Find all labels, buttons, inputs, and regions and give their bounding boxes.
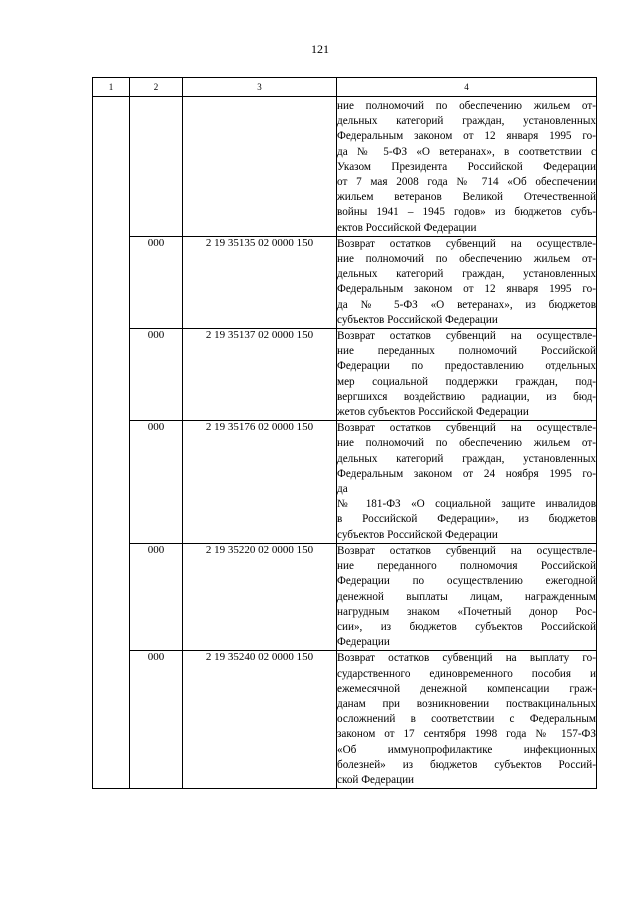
description-line: Федерации по предоставлению отдельных <box>337 360 596 373</box>
description-line: дельных категорий граждан, установленных <box>337 268 596 281</box>
kbk-cell: 2 19 35137 02 0000 150 <box>183 329 337 421</box>
description-cell <box>337 236 597 328</box>
description-line: ние полномочий по обеспечению жильем от- <box>337 437 596 450</box>
page-number: 121 <box>311 42 329 56</box>
column-header-4: 4 <box>337 78 597 97</box>
admin-code-cell: 000 <box>130 329 183 421</box>
description-line: Возврат остатков субвенций на осуществле- <box>337 422 596 435</box>
column-1-cell <box>93 97 130 789</box>
kbk-cell <box>183 97 337 237</box>
description-cell <box>337 543 597 650</box>
table-row <box>93 651 597 789</box>
description-cell <box>337 651 597 789</box>
description-line: в Российской Федерации», из бюджетов <box>337 513 596 526</box>
description-line: жетов субъектов Российской Федерации <box>337 406 529 419</box>
description-line: болезней» из бюджетов субъектов Россий- <box>337 758 596 771</box>
description-line: дельных категорий граждан, установленных <box>337 115 596 128</box>
admin-code-cell: 000 <box>130 651 183 789</box>
description-line: нагрудным знаком «Почетный донор Рос- <box>337 605 596 618</box>
column-header-2: 2 <box>130 78 183 97</box>
description-cell <box>337 329 597 421</box>
description-line: Возврат остатков субвенций на осуществле- <box>337 330 596 343</box>
description-line: жильем ветеранов Великой Отечественной <box>337 191 596 204</box>
description-line: да № 5-ФЗ «О ветеранах», в соответствии с <box>337 145 596 158</box>
description-line: Федерации <box>337 636 390 649</box>
description-line: ской Федерации <box>337 773 415 786</box>
description-line: войны 1941 – 1945 годов» из бюджетов субъ- <box>337 206 596 219</box>
description-line: № 181-ФЗ «О социальной защите инвалидов <box>337 498 596 511</box>
kbk-cell: 2 19 35220 02 0000 150 <box>183 543 337 650</box>
description-line: ектов Российской Федерации <box>337 221 477 234</box>
description-line: мер социальной поддержки граждан, под- <box>337 375 596 388</box>
description-line: да № 5-ФЗ «О ветеранах», из бюджетов <box>337 298 596 311</box>
description-cell <box>337 97 597 237</box>
table-row <box>93 329 597 421</box>
admin-code-cell <box>130 97 183 237</box>
description-line: денежной выплаты лицам, награжденным <box>337 590 596 603</box>
description-line: Указом Президента Российской Федерации <box>337 160 596 173</box>
table-row-continuation <box>93 97 597 237</box>
kbk-cell: 2 19 35240 02 0000 150 <box>183 651 337 789</box>
description-line: осложнений в соответствии с Федеральным <box>337 713 596 726</box>
description-line: данам при возникновении поствакцинальных <box>337 697 596 710</box>
description-line: Возврат остатков субвенций на осуществле- <box>337 544 596 557</box>
description-line: сии», из бюджетов субъектов Российской <box>337 620 596 633</box>
description-line: вергшихся воздействию радиации, из бюд- <box>337 390 596 403</box>
description-line: Федеральным законом от 12 января 1995 го- <box>337 130 596 143</box>
column-header-1: 1 <box>93 78 130 97</box>
description-line: ние полномочий по обеспечению жильем от- <box>337 100 596 112</box>
description-line: Федеральным законом от 24 ноября 1995 го- <box>337 467 596 480</box>
kbk-cell: 2 19 35135 02 0000 150 <box>183 236 337 328</box>
description-line: ние полномочий по обеспечению жильем от- <box>337 253 596 266</box>
description-line: сударственного единовременного пособия и <box>337 667 596 680</box>
description-line: субъектов Российской Федерации <box>337 313 498 326</box>
kbk-cell: 2 19 35176 02 0000 150 <box>183 421 337 544</box>
description-line: дельных категорий граждан, установленных <box>337 452 596 465</box>
budget-code-table <box>92 77 597 789</box>
description-line: ние переданных полномочий Российской <box>337 345 596 358</box>
admin-code-cell: 000 <box>130 543 183 650</box>
description-line: ежемесячной денежной компенсации граж- <box>337 682 596 695</box>
table-row <box>93 421 597 544</box>
description-line: ние переданного полномочия Российской <box>337 560 596 573</box>
description-line: Федеральным законом от 12 января 1995 го- <box>337 283 596 296</box>
description-line: Возврат остатков субвенций на осуществле- <box>337 237 596 250</box>
table-header-row <box>93 78 597 97</box>
column-header-3: 3 <box>183 78 337 97</box>
table-row <box>93 236 597 328</box>
description-line: Возврат остатков субвенций на выплату го- <box>337 652 596 665</box>
description-line: Федерации по осуществлению ежегодной <box>337 575 596 588</box>
description-line: законом от 17 сентября 1998 года № 157-ФЗ <box>337 728 596 741</box>
description-line: «Об иммунопрофилактике инфекционных <box>337 743 596 756</box>
description-line: да <box>337 483 348 496</box>
description-line: от 7 мая 2008 года № 714 «Об обеспечении <box>337 176 596 189</box>
admin-code-cell: 000 <box>130 421 183 544</box>
description-cell <box>337 421 597 544</box>
admin-code-cell: 000 <box>130 236 183 328</box>
table-row <box>93 543 597 650</box>
description-line: субъектов Российской Федерации <box>337 528 498 541</box>
